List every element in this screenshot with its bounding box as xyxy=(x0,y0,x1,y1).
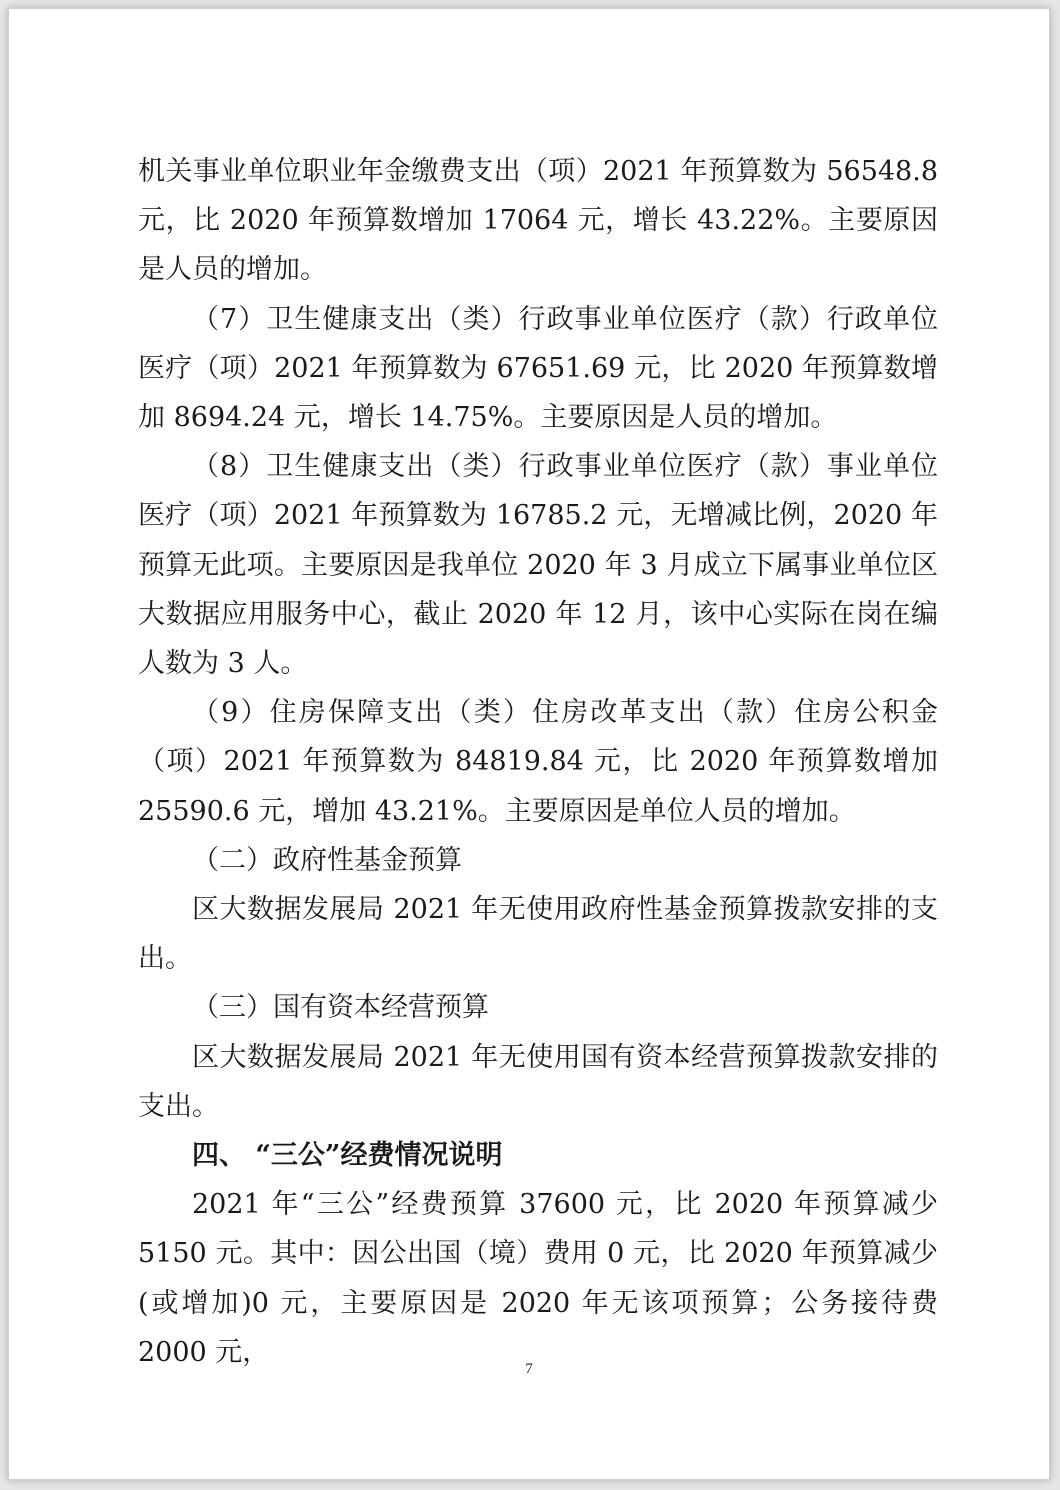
paragraph-institution-medical: （8）卫生健康支出（类）行政事业单位医疗（款）事业单位医疗（项）2021 年预算数为 16785.2 元，无增减比例，2020 年预算无此项。主要原因是我单位 2020 年 3 月成立下属事业单位区大数据应用服务中心，截止 2020 年 12 月，该中心实际在岗在编人数为 3 人。 xyxy=(138,451,938,680)
section-heading-state-capital: （三）国有资本经营预算 xyxy=(192,992,489,1024)
paragraph-housing-fund: （9）住房保障支出（类）住房改革支出（款）住房公积金（项）2021 年预算数为 84819.84 元，比 2020 年预算数增加 25590.6 元，增加 43.21%。主要原因是单位人员的增加。 xyxy=(138,697,938,827)
page-number: 7 xyxy=(525,1361,533,1377)
paragraph-admin-medical: （7）卫生健康支出（类）行政事业单位医疗（款）行政单位医疗（项）2021 年预算数为 67651.69 元，比 2020 年预算数增加 8694.24 元，增长 14.75%。主要原因是人员的增加。 xyxy=(138,303,938,434)
paragraph-pension-expenditure: 机关事业单位职业年金缴费支出（项）2021 年预算数为 56548.8 元，比 2020 年预算数增加 17064 元，增长 43.22%。主要原因是人员的增加。 xyxy=(138,156,938,286)
paragraph-three-public-expenses: 2021 年“三公”经费预算 37600 元，比 2020 年预算减少 5150 元。其中：因公出国（境）费用 0 元，比 2020 年预算减少(或增加)0 元，主要原因是 2020 年无该项预算；公务接待费 2000 元， xyxy=(138,1189,938,1368)
section-heading-government-fund: （二）政府性基金预算 xyxy=(192,844,462,876)
paragraph-government-fund: 区大数据发展局 2021 年无使用政府性基金预算拨款安排的支出。 xyxy=(138,894,938,975)
document-page xyxy=(8,8,1050,1480)
page-body xyxy=(138,147,938,1377)
section-heading-three-public-expenses: 四、 “三公”经费情况说明 xyxy=(192,1140,503,1172)
paragraph-state-capital: 区大数据发展局 2021 年无使用国有资本经营预算拨款安排的支出。 xyxy=(138,1041,938,1122)
